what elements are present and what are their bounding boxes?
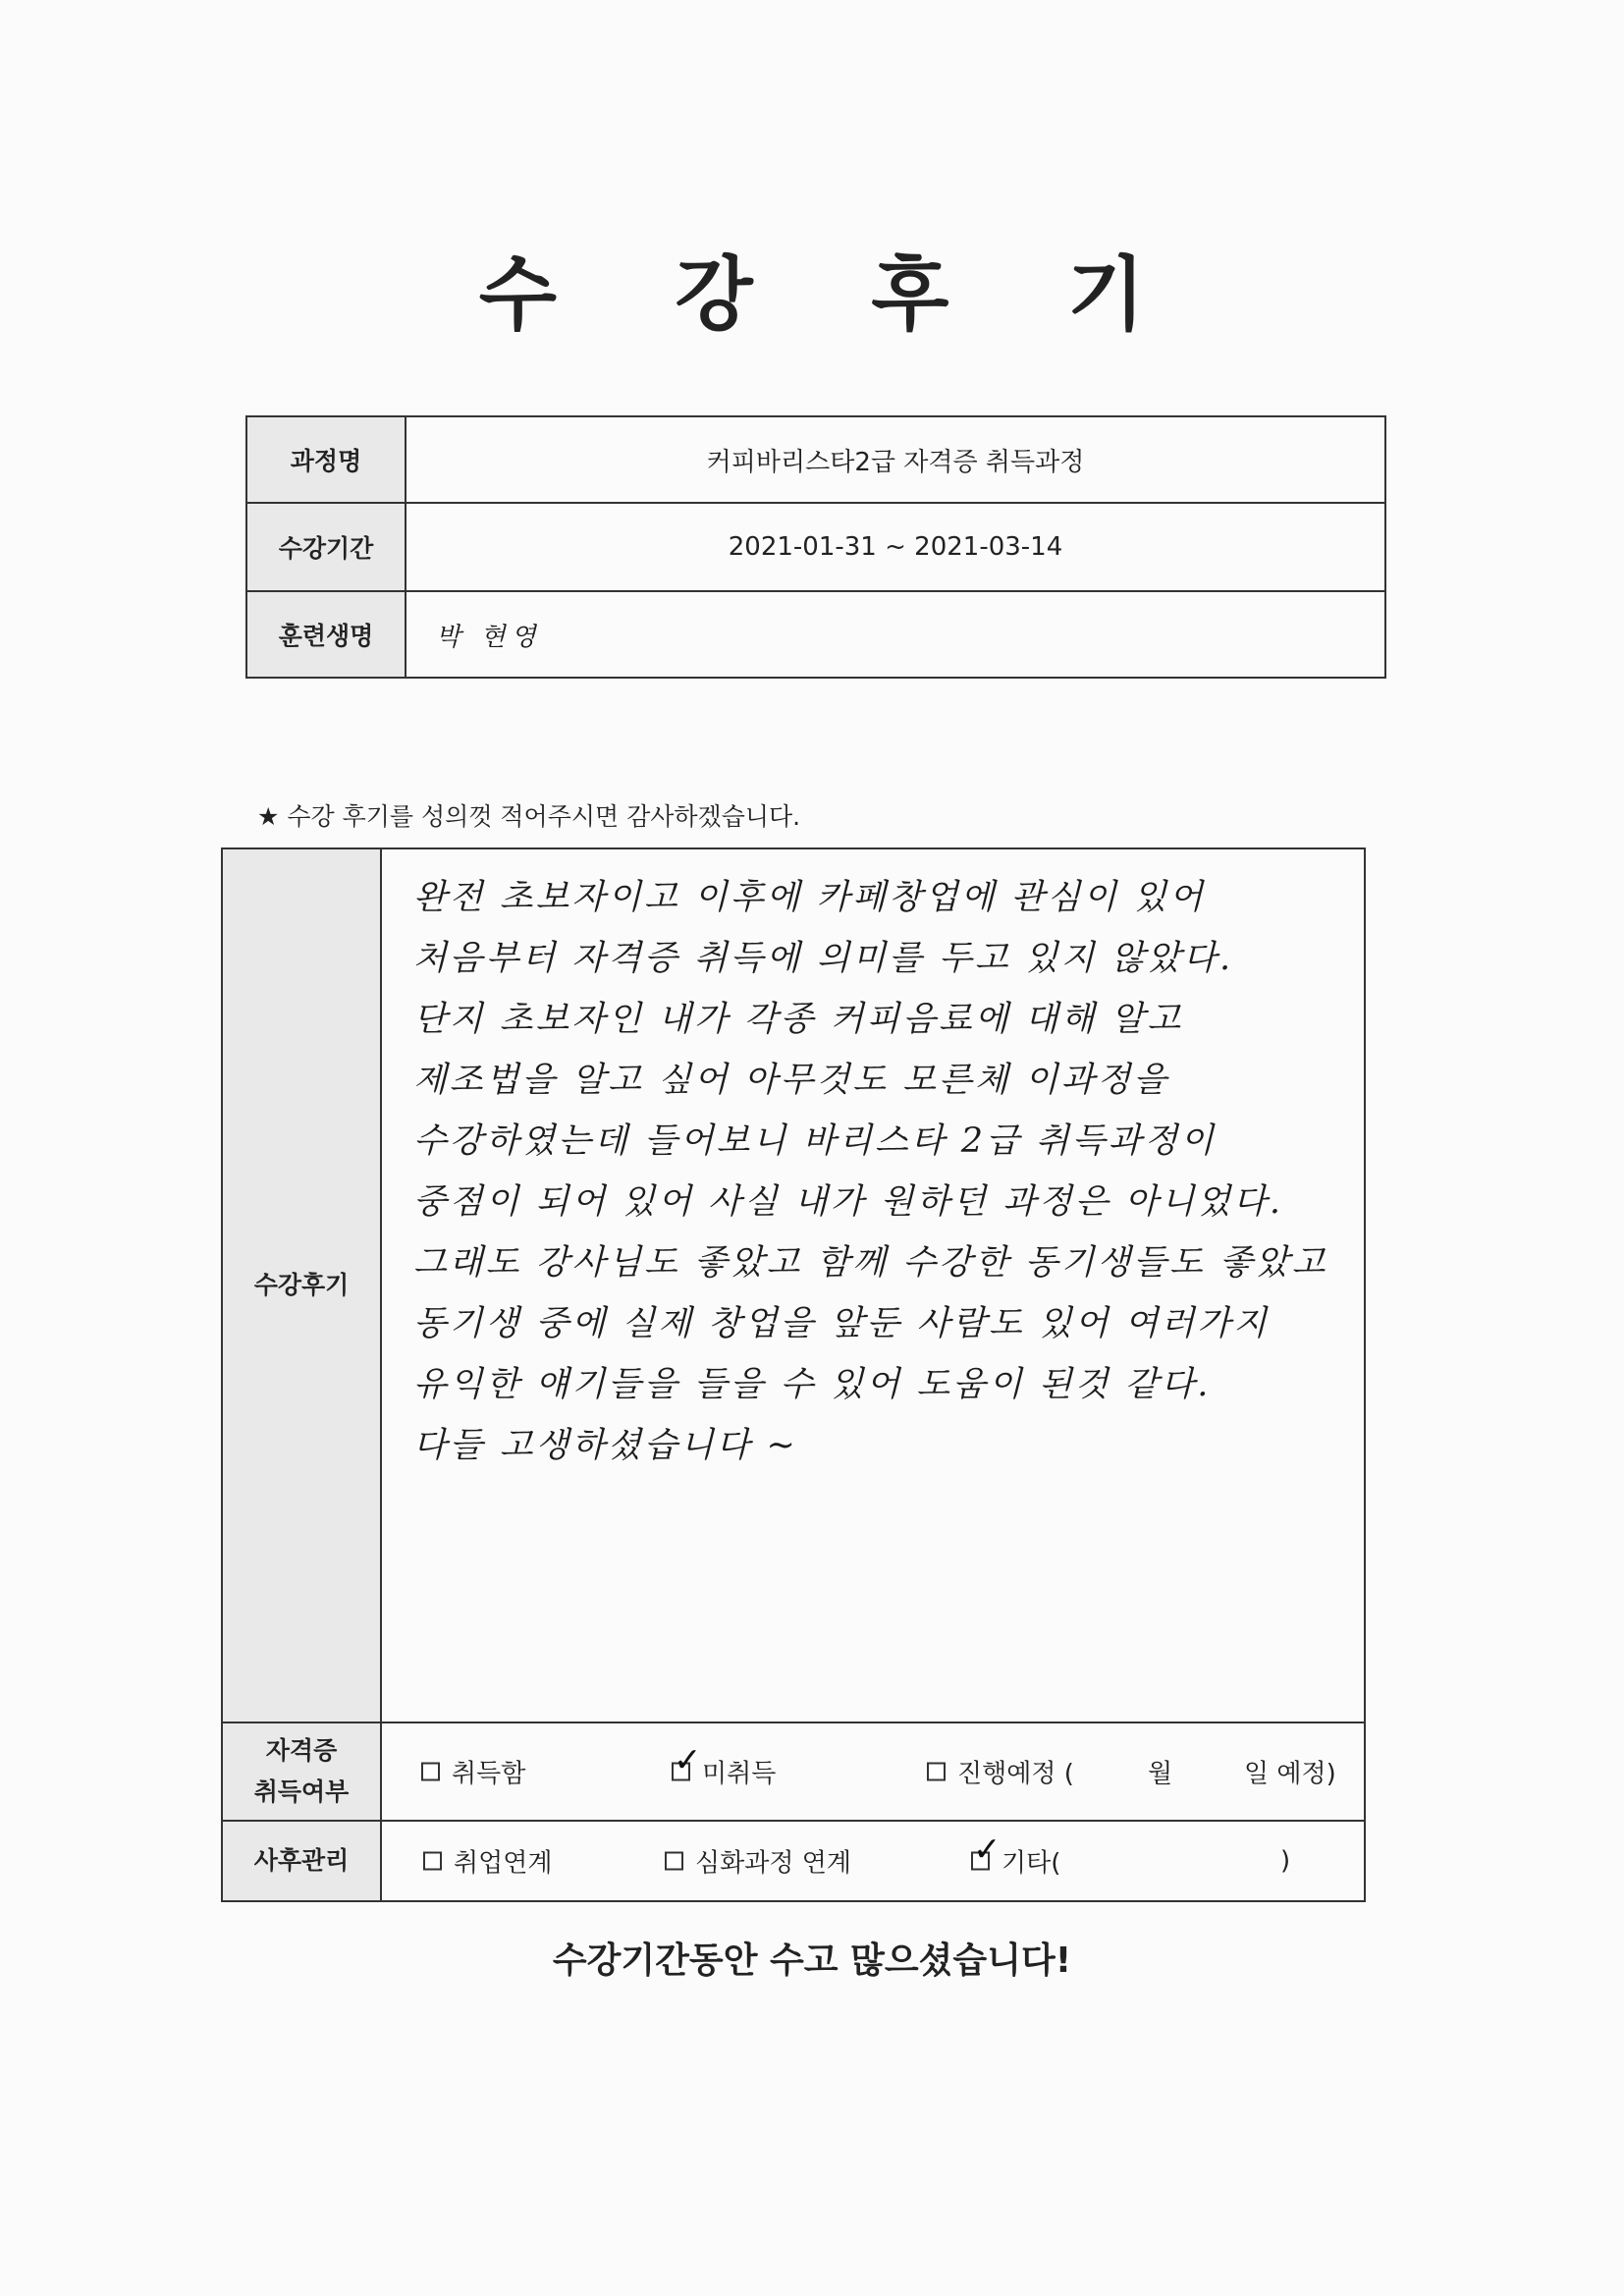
- course-name-label: 과정명: [246, 416, 406, 503]
- notice-text: ★ 수강 후기를 성의껏 적어주시면 감사하겠습니다.: [257, 802, 801, 831]
- review-line: 수강하였는데 들어보니 바리스타 2급 취득과정이: [413, 1121, 1217, 1161]
- review-table: [221, 847, 1366, 1902]
- period-label: 수강기간: [246, 503, 406, 591]
- review-line: 중점이 되어 있어 사실 내가 원하던 과정은 아니었다.: [413, 1182, 1284, 1222]
- course-name-value: 커피바리스타2급 자격증 취득과정: [406, 416, 1385, 503]
- certificate-label-line2: 취득여부: [253, 1777, 350, 1806]
- period-value: 2021-01-31 ~ 2021-03-14: [406, 503, 1385, 591]
- option-job-link-label: 취업연계: [454, 1848, 553, 1879]
- option-acquired[interactable]: [421, 1754, 525, 1790]
- option-other[interactable]: [971, 1843, 1060, 1880]
- option-advanced-course[interactable]: [665, 1843, 851, 1880]
- review-line: 단지 초보자인 내가 각종 커피음료에 대해 알고: [413, 1000, 1184, 1039]
- option-not-acquired-label: 미취득: [702, 1759, 777, 1789]
- option-planned[interactable]: [927, 1754, 1074, 1790]
- other-close-paren: ): [1280, 1846, 1291, 1876]
- review-line: 완전 초보자이고 이후에 카페창업에 관심이 있어: [413, 878, 1206, 917]
- page-title: 수 강 후 기: [478, 248, 1191, 342]
- review-line: 다들 고생하셨습니다 ~: [413, 1426, 798, 1465]
- review-line: 동기생 중에 실제 창업을 앞둔 사람도 있어 여러가지: [413, 1304, 1270, 1343]
- review-line: 유익한 얘기들을 들을 수 있어 도움이 된것 같다.: [413, 1365, 1212, 1404]
- review-line: 처음부터 자격증 취득에 의미를 두고 있지 않았다.: [413, 939, 1234, 978]
- day-planned-label: 일 예정): [1244, 1759, 1336, 1789]
- certificate-label: [222, 1722, 381, 1821]
- checked-checkbox-icon[interactable]: [672, 1763, 690, 1781]
- aftercare-label: 사후관리: [222, 1821, 381, 1901]
- course-info-table: [245, 415, 1386, 679]
- review-body: [381, 848, 1365, 1722]
- option-acquired-label: 취득함: [452, 1759, 526, 1789]
- review-line: 제조법을 알고 싶어 아무것도 모른체 이과정을: [413, 1061, 1170, 1100]
- option-other-label: 기타(: [1001, 1848, 1061, 1879]
- checkbox-icon[interactable]: [423, 1852, 442, 1871]
- trainee-name-value: 박 현영: [406, 591, 1385, 678]
- review-line: 그래도 강사님도 좋았고 함께 수강한 동기생들도 좋았고: [413, 1243, 1328, 1283]
- aftercare-options: [381, 1821, 1365, 1901]
- trainee-name-label: 훈련생명: [246, 591, 406, 678]
- certificate-options: [381, 1722, 1365, 1821]
- review-label: 수강후기: [222, 848, 381, 1722]
- certificate-label-line1: 자격증: [265, 1736, 338, 1765]
- checkbox-icon[interactable]: [421, 1763, 440, 1781]
- option-planned-label: 진행예정 (: [957, 1759, 1074, 1789]
- checkbox-icon[interactable]: [665, 1852, 683, 1871]
- checkbox-icon[interactable]: [927, 1763, 946, 1781]
- option-not-acquired[interactable]: [672, 1754, 776, 1790]
- option-advanced-course-label: 심화과정 연계: [695, 1848, 851, 1879]
- checked-checkbox-icon[interactable]: [971, 1852, 990, 1871]
- option-job-link[interactable]: [423, 1843, 552, 1880]
- month-label: 월: [1148, 1759, 1173, 1789]
- footer-message: 수강기간동안 수고 많으셨습니다!: [552, 1941, 1072, 1981]
